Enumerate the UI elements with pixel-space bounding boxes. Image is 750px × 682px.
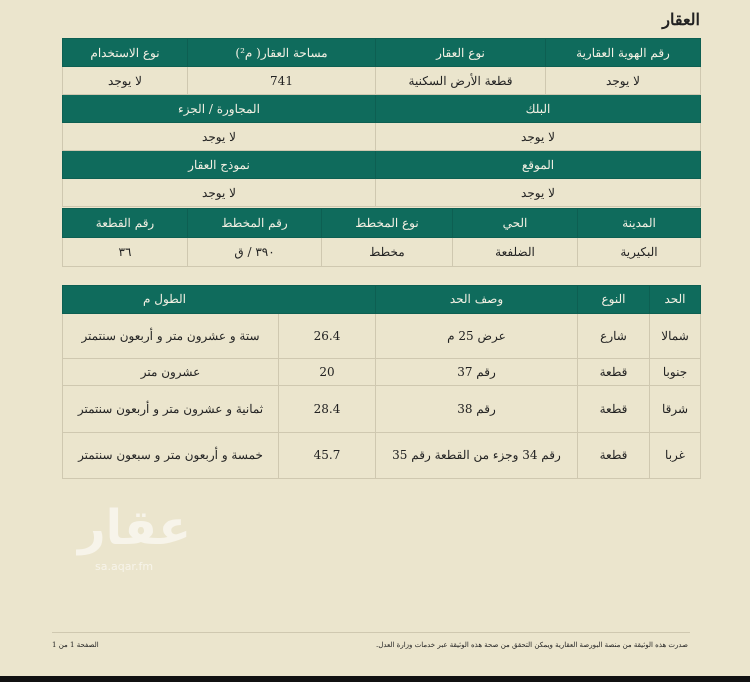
length-words-cell: خمسة و أربعون متر و سبعون سنتمتر [63, 433, 279, 479]
value-cell: ٣٦ [63, 238, 188, 267]
value-cell: لا يوجد [63, 179, 376, 207]
value-cell: لا يوجد [63, 67, 188, 95]
length-words-cell: ثمانية و عشرون متر و أربعون سنتمتر [63, 386, 279, 433]
boundaries-table [62, 285, 701, 479]
type-cell: قطعة [578, 386, 650, 433]
type-cell: شارع [578, 314, 650, 359]
value-cell: ٣٩٠ / ق [188, 238, 322, 267]
header-cell: وصف الحد [376, 286, 578, 314]
type-cell: قطعة [578, 359, 650, 386]
desc-cell: رقم 34 وجزء من القطعة رقم 35 [376, 433, 578, 479]
value-cell: لا يوجد [63, 123, 376, 151]
length-words-cell: عشرون متر [63, 359, 279, 386]
table-row [63, 386, 701, 433]
length-words-cell: ستة و عشرون متر و أربعون سنتمتر [63, 314, 279, 359]
side-cell: جنوبا [650, 359, 701, 386]
location-table [62, 208, 701, 267]
value-cell: قطعة الأرض السكنية [376, 67, 546, 95]
table-row [63, 433, 701, 479]
value-cell: الضلفعة [453, 238, 578, 267]
table-row [63, 359, 701, 386]
desc-cell: عرض 25 م [376, 314, 578, 359]
header-cell: الموقع [376, 151, 701, 179]
footer-note: صدرت هذه الوثيقة من منصة البورصة العقارية ويمكن التحقق من صحة هذه الوثيقة عبر خدمات وزارة العدل. [376, 641, 688, 649]
bottom-bar [0, 676, 750, 682]
value-cell: 741 [188, 67, 376, 95]
footer-divider [52, 632, 690, 633]
header-cell: رقم الهوية العقارية [546, 39, 701, 67]
header-cell: نوع العقار [376, 39, 546, 67]
header-cell: نوع الاستخدام [63, 39, 188, 67]
property-info-table [62, 38, 701, 207]
desc-cell: رقم 37 [376, 359, 578, 386]
header-cell: المدينة [578, 209, 701, 238]
value-cell: لا يوجد [546, 67, 701, 95]
side-cell: شمالا [650, 314, 701, 359]
section-title: العقار [662, 10, 700, 29]
header-cell: المجاورة / الجزء [63, 95, 376, 123]
length-cell: 26.4 [279, 314, 376, 359]
value-cell: البكيرية [578, 238, 701, 267]
side-cell: شرقا [650, 386, 701, 433]
header-cell: الحد [650, 286, 701, 314]
length-cell: 20 [279, 359, 376, 386]
header-cell: الحي [453, 209, 578, 238]
header-cell: رقم القطعة [63, 209, 188, 238]
type-cell: قطعة [578, 433, 650, 479]
header-cell: الطول م [63, 286, 376, 314]
value-cell: لا يوجد [376, 123, 701, 151]
desc-cell: رقم 38 [376, 386, 578, 433]
page-number: الصفحة 1 من 1 [52, 641, 99, 649]
header-cell: نوع المخطط [322, 209, 453, 238]
header-cell: مساحة العقار( م²) [188, 39, 376, 67]
header-cell: النوع [578, 286, 650, 314]
length-cell: 28.4 [279, 386, 376, 433]
watermark-site: sa.aqar.fm [95, 560, 154, 573]
table-row [63, 314, 701, 359]
length-cell: 45.7 [279, 433, 376, 479]
watermark-logo: عقار [78, 500, 191, 556]
header-cell: نموذج العقار [63, 151, 376, 179]
side-cell: غربا [650, 433, 701, 479]
header-cell: رقم المخطط [188, 209, 322, 238]
value-cell: لا يوجد [376, 179, 701, 207]
header-cell: البلك [376, 95, 701, 123]
value-cell: مخطط [322, 238, 453, 267]
